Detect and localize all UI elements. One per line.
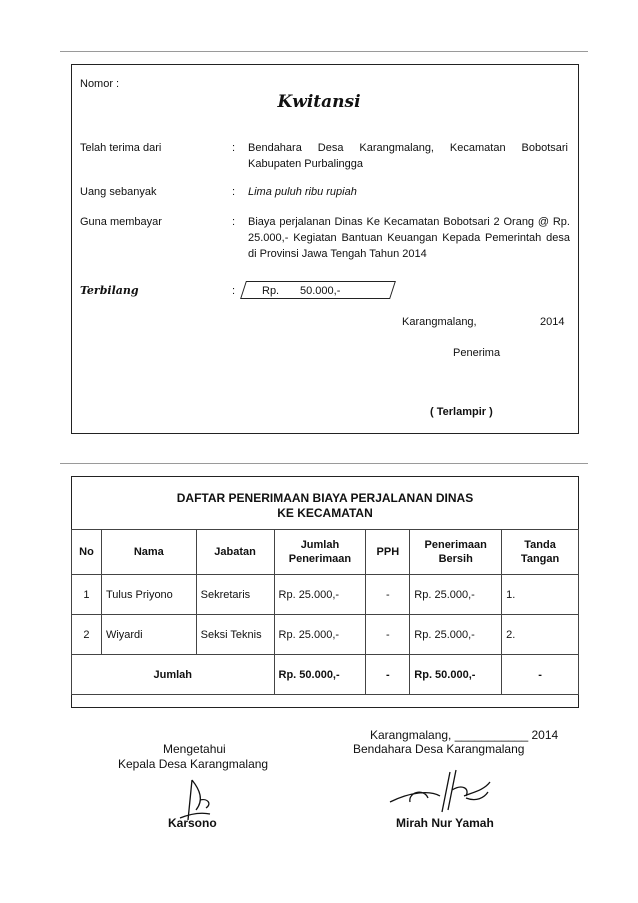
received-from-value: Bendahara Desa Karangmalang, Kecamatan Bobotsari Kabupaten Purbalingga [248,142,568,170]
cell-nama: Wiyardi [101,615,196,655]
header-nama: Nama [101,530,196,575]
right-signature [380,762,500,822]
header-no: No [72,530,102,575]
cell-nama: Tulus Priyono [101,575,196,615]
header-jumlah: Jumlah Penerimaan [274,530,366,575]
amount-value: 50.000,- [300,285,341,297]
mid-rule [60,463,588,464]
right-name: Mirah Nur Yamah [396,816,494,830]
colon: : [232,186,236,198]
top-rule [60,51,588,52]
attached-note: ( Terlampir ) [430,406,493,418]
receipt-title: Kwitansi [277,92,361,112]
list-title-line1: DAFTAR PENERIMAAN BIAYA PERJALANAN DINAS [176,491,474,505]
left-line2: Kepala Desa Karangmalang [118,757,269,771]
total-ttd: - [502,655,579,695]
cell-no: 1 [72,575,102,615]
right-place-date: Karangmalang, ___________ 2014 [370,728,559,742]
cell-pph: - [366,615,410,655]
list-title-line2: KE KECAMATAN [277,506,373,520]
cell-jabatan: Sekretaris [196,575,274,615]
total-label: Jumlah [72,655,275,695]
recipient-label: Penerima [453,347,501,359]
received-from-label: Telah terima dari [80,142,162,154]
colon: : [232,285,236,297]
header-bersih: Penerimaan Bersih [410,530,502,575]
payment-table [71,529,579,695]
receipt-place: Karangmalang, [402,316,477,328]
header-tanda: Tanda Tangan [502,530,579,575]
left-name: Karsono [168,816,217,830]
right-title: Bendahara Desa Karangmalang [353,742,525,756]
cell-no: 2 [72,615,102,655]
cell-pph: - [366,575,410,615]
purpose-label: Guna membayar [80,216,162,228]
total-jumlah: Rp. 50.000,- [274,655,366,695]
cell-jumlah: Rp. 25.000,- [274,615,366,655]
amount-currency: Rp. [262,285,280,297]
cell-ttd: 2. [502,615,579,655]
cell-jabatan: Seksi Teknis [196,615,274,655]
colon: : [232,216,236,228]
left-line1: Mengetahui [163,742,226,756]
header-jabatan: Jabatan [196,530,274,575]
table-row [72,615,579,655]
header-pph: PPH [366,530,410,575]
nomor-label: Nomor : [80,78,120,90]
purpose-value: Biaya perjalanan Dinas Ke Kecamatan Bobotsari 2 Orang @ Rp. 25.000,- Kegiatan Bantuan Keuangan Kepada Pemerintah desa di Provinsi Jawa Tengah Tahun 2014 [248,216,570,260]
cell-jumlah: Rp. 25.000,- [274,575,366,615]
terbilang-label: Terbilang [80,284,139,297]
table-total-row [72,655,579,695]
cell-bersih: Rp. 25.000,- [410,615,502,655]
table-row [72,575,579,615]
colon: : [232,142,236,154]
cell-ttd: 1. [502,575,579,615]
total-pph: - [366,655,410,695]
total-bersih: Rp. 50.000,- [410,655,502,695]
amount-words-value: Lima puluh ribu rupiah [248,186,357,198]
receipt-year: 2014 [540,316,565,328]
table-header-row [72,530,579,575]
cell-bersih: Rp. 25.000,- [410,575,502,615]
amount-words-label: Uang sebanyak [80,186,157,198]
